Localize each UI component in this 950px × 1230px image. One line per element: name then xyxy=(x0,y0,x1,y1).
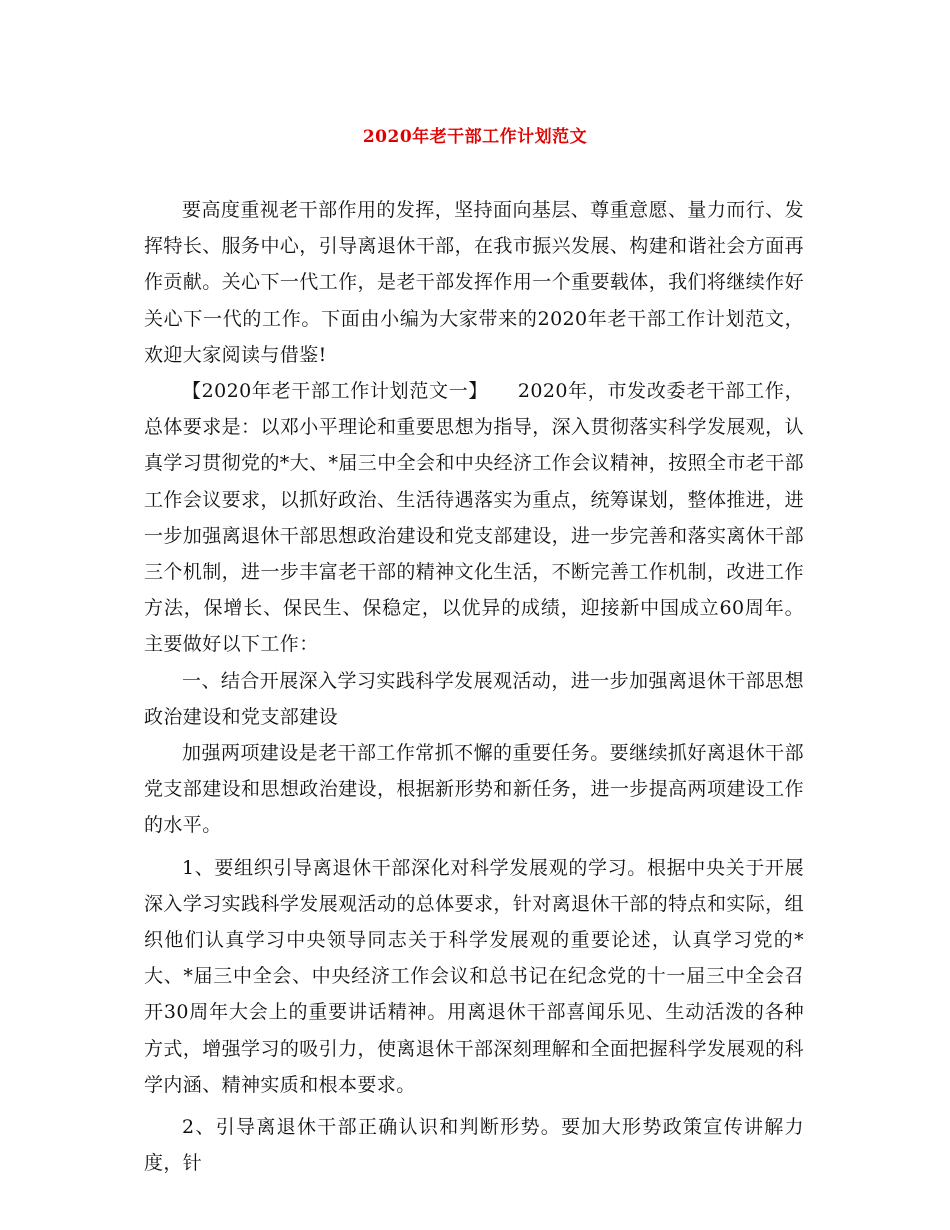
section-one-intro-paragraph: 【2020年老干部工作计划范文一】 2020年，市发改委老干部工作，总体要求是：以邓小平理论和重要思想为指导，深入贯彻落实科学发展观，认真学习贯彻党的*大、*届三中全会和中央经济工作会议精神，按照全市老干部工作会议要求，以抓好政治、生活待遇落实为重点，统筹谋划，整体推进，进一步加强离退休干部思想政治建设和党支部建设，进一步完善和落实离休干部三个机制，进一步丰富老干部的精神文化生活，不断完善工作机制，改进工作方法，保增长、保民生、保稳定，以优异的成绩，迎接新中国成立60周年。主要做好以下工作： xyxy=(144,380,805,656)
intro-paragraph: 要高度重视老干部作用的发挥，坚持面向基层、尊重意愿、量力而行、发挥特长、服务中心，引导离退休干部，在我市振兴发展、构建和谐社会方面再作贡献。关心下一代工作，是老干部发挥作用一个重要载体，我们将继续作好关心下一代的工作。下面由小编为大家带来的2020年老干部工作计划范文，欢迎大家阅读与借鉴! xyxy=(144,199,804,366)
item-one-paragraph: 1、要组织引导离退休干部深化对科学发展观的学习。根据中央关于开展深入学习实践科学发展观活动的总体要求，针对离退休干部的特点和实际，组织他们认真学习中央领导同志关于科学发展观的重要论述，认真学习党的*大、*届三中全会、中央经济工作会议和总书记在纪念党的十一届三中全会召开30周年大会上的重要讲话精神。用离退休干部喜闻乐见、生动活泼的各种方式，增强学习的吸引力，使离退休干部深刻理解和全面把握科学发展观的科学内涵、精神实质和根本要求。 xyxy=(144,856,804,1096)
item-two-paragraph: 2、引导离退休干部正确认识和判断形势。要加大形势政策宣传讲解力度，针 xyxy=(144,1116,804,1175)
heading-one-paragraph: 一、结合开展深入学习实践科学发展观活动，进一步加强离退休干部思想政治建设和党支部建设 xyxy=(144,669,804,728)
document-body xyxy=(144,192,804,1181)
document-title: 2020年老干部工作计划范文 xyxy=(362,127,588,147)
two-construction-paragraph: 加强两项建设是老干部工作常抓不懈的重要任务。要继续抓好离退休干部党支部建设和思想政治建设，根据新形势和新任务，进一步提高两项建设工作的水平。 xyxy=(144,742,804,837)
